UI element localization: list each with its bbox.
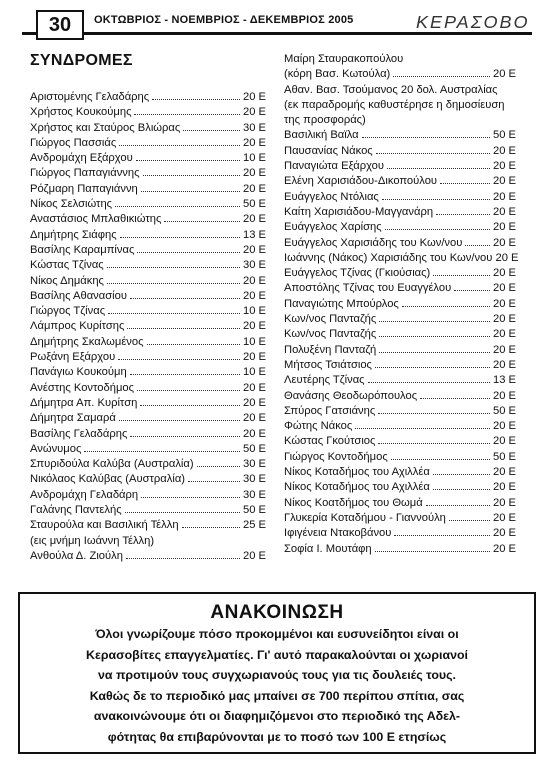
dot-leader [140, 396, 240, 406]
subscription-amount: 20 Ε [492, 466, 516, 479]
list-item [30, 90, 266, 105]
subscription-amount: 20 Ε [242, 274, 266, 287]
subscriber-name: Δήμητρα Σαμαρά [30, 412, 116, 425]
dot-leader [118, 350, 240, 360]
list-item [30, 457, 266, 472]
list-item [284, 67, 516, 82]
announcement-line: Κερασοβίτες επαγγελματίες. Γι' αυτό παρακαλούνται οι χωριανοί [86, 647, 468, 662]
subscription-amount: 20 Ε [492, 435, 516, 448]
subscriber-name: Φώτης Νάκος [284, 420, 353, 433]
subscription-amount: 20 Ε [492, 190, 516, 203]
subscriber-name: Αριστομένης Γελαδάρης [30, 91, 150, 103]
list-note: (εκ παραδρομής καθυστέρησε η δημοσίευση [284, 98, 505, 111]
list-item [30, 304, 266, 319]
dot-leader [197, 457, 240, 467]
announcement-line: φότητας θα επιβαρύνονται με το ποσό των 100 Ε ετησίως [107, 729, 447, 744]
list-item [284, 542, 516, 557]
subscriber-name: Αποστόλης Τζίνας του Ευαγγέλου [284, 282, 452, 295]
dot-leader [107, 274, 240, 284]
dot-leader [127, 319, 240, 329]
subscription-amount: 20 Ε [492, 205, 516, 218]
subscription-amount: 13 Ε [492, 374, 516, 387]
list-item [284, 312, 516, 327]
dot-leader [379, 327, 490, 337]
list-item [284, 465, 516, 480]
dot-leader [368, 373, 490, 383]
dot-leader [130, 365, 240, 375]
subscriber-name: Δημήτρης Σιάφης [30, 228, 117, 241]
list-item [30, 166, 266, 181]
subscription-list-right [284, 52, 519, 557]
subscription-amount: 30 Ε [242, 259, 266, 272]
subscriber-name: Σπύρος Γατσιάνης [284, 404, 376, 417]
subscription-amount: 50 Ε [492, 129, 516, 142]
subscriber-name: Σοφία Ι. Μουτάφη [284, 542, 372, 555]
subscriber-name: Νίκος Κοατδήμος του Θωμά [284, 496, 423, 509]
subscriber-name: Νικόλαος Καλύβας (Αυστραλία) [30, 473, 186, 486]
subscriber-name: Γαλάνης Παντελής [30, 504, 122, 517]
list-item [30, 396, 266, 411]
subscriber-name: Ανθούλα Δ. Ζιούλη [30, 549, 123, 562]
list-item [284, 480, 516, 495]
list-item [30, 243, 266, 258]
list-item [30, 289, 266, 304]
subscription-amount: 20 Ε [242, 167, 266, 180]
dot-leader [126, 549, 240, 559]
list-item [30, 503, 266, 518]
subscriber-name: Κων/νος Πανταζής [284, 313, 377, 326]
dot-leader [120, 228, 240, 238]
dot-leader [147, 335, 240, 345]
list-note: της προσφοράς) [284, 114, 366, 127]
list-item [284, 128, 516, 143]
subscriber-name: Βασίλης Γελαδάρης [30, 427, 128, 440]
dot-leader [426, 496, 490, 506]
subscription-amount: 20 Ε [492, 221, 516, 234]
subscription-amount: 20 Ε [242, 106, 266, 119]
list-item [30, 136, 266, 151]
dot-leader [355, 419, 490, 429]
dot-leader [385, 220, 490, 230]
subscription-amount: 20 Ε [242, 351, 266, 364]
dot-leader [137, 243, 240, 253]
subscription-amount: 20 Ε [242, 381, 266, 394]
subscriber-name: Ελένη Χαρισιάδου-Δικοπούλου [284, 175, 438, 188]
list-item [284, 496, 516, 511]
subscriber-name: Ευάγγελος Τζίνας (Γκιούσιας) [284, 267, 431, 280]
dot-leader [143, 166, 240, 176]
subscriber-name: Ευάγγελος Χαρισιάδης του Κων/νου [284, 236, 463, 249]
dot-leader [362, 128, 490, 138]
dot-leader [433, 465, 490, 475]
list-item [284, 266, 516, 281]
list-item [30, 274, 266, 289]
dot-leader [379, 343, 490, 353]
list-item [284, 174, 516, 189]
dot-leader [375, 542, 490, 552]
announcement-title: ΑΝΑΚΟΙΝΩΣΗ [210, 602, 344, 623]
dot-leader [433, 480, 490, 490]
list-item [30, 488, 266, 503]
subscriber-name: Αναστάσιος Μπλαθικιώτης [30, 213, 162, 226]
list-item [284, 327, 516, 342]
announcement-box [18, 592, 536, 754]
subscription-amount: 10 Ε [242, 152, 266, 165]
subscription-amount: 10 Ε [242, 366, 266, 379]
subscription-amount: 25 Ε [242, 519, 266, 532]
list-note: Μαίρη Σταυρακοπούλου [284, 53, 404, 65]
subscriber-name: Ανδρομάχη Εξάρχου [30, 152, 133, 165]
list-item [30, 197, 266, 212]
subscriber-name: Νίκος Κοταδήμος του Αχιλλέα [284, 466, 430, 479]
dot-leader [141, 488, 240, 498]
subscriber-name: Δήμητρα Απ. Κυρίτση [30, 396, 138, 409]
subscription-list-left [30, 90, 266, 564]
subscriber-name: Βασίλης Καραμπίνας [30, 243, 135, 256]
subscription-amount: 20 Ε [492, 282, 516, 295]
dot-leader [130, 427, 240, 437]
list-item [30, 105, 266, 120]
section-title: ΣΥΝΔΡΟΜΕΣ [30, 52, 133, 69]
list-item [30, 549, 266, 564]
dot-leader [436, 205, 490, 215]
subscription-amount: 20 Ε [242, 289, 266, 302]
subscription-amount: 20 Ε [242, 136, 266, 149]
list-item [30, 335, 266, 350]
subscription-amount: 30 Ε [242, 473, 266, 486]
list-item [284, 450, 516, 465]
dot-leader [137, 381, 240, 391]
dot-leader [376, 144, 490, 154]
dot-leader [394, 526, 490, 536]
subscriber-name: Σταυρούλα και Βασιλική Τέλλη [30, 519, 179, 532]
dot-leader [119, 136, 240, 146]
list-item [30, 151, 266, 166]
subscription-amount: 20 Ε [492, 267, 516, 280]
dot-leader [440, 174, 490, 184]
list-item [284, 205, 516, 220]
dot-leader [378, 404, 490, 414]
dot-leader [454, 281, 490, 291]
list-item [284, 144, 516, 159]
list-item [30, 411, 266, 426]
subscription-amount: 50 Ε [492, 450, 516, 463]
subscription-amount: 20 Ε [492, 496, 516, 509]
subscriber-name: Ρόζμαρη Παπαγιάννη [30, 182, 138, 195]
list-item [30, 228, 266, 243]
dot-leader [141, 182, 240, 192]
subscriber-name: Κώστας Γκούτσιος [284, 435, 376, 448]
announcement-line: Όλοι γνωρίζουμε πόσο προκομμένοι και ευσυνείδητοι είναι οι [95, 627, 459, 641]
subscription-amount: 20 Ε [492, 343, 516, 356]
list-item [30, 427, 266, 442]
dot-leader [379, 312, 490, 322]
subscriber-name: Θανάσης Θεοδωρόπουλος [284, 389, 418, 402]
right-column [284, 52, 519, 557]
subscriber-name: Λευτέρης Τζίνας [284, 374, 365, 387]
list-item [284, 281, 516, 296]
subscription-amount: 20 Ε [242, 549, 266, 562]
dot-leader [433, 266, 490, 276]
page-number: 30 [36, 10, 84, 40]
list-item [284, 220, 516, 235]
subscription-amount: 10 Ε [242, 305, 266, 318]
subscription-amount: 20 Ε [492, 144, 516, 157]
subscriber-name: Κώστας Τζίνας [30, 259, 104, 272]
dot-leader [182, 518, 240, 528]
subscriber-name: Πανάγιω Κουκούμη [30, 366, 127, 379]
list-item [30, 442, 266, 457]
list-item [30, 365, 266, 380]
announcement-line: Καθώς δε το περιοδικό μας μπαίνει σε 700 περίπου σπίτια, σας [89, 688, 465, 703]
subscription-amount: 10 Ε [242, 335, 266, 348]
subscriber-name: Ευάγγελος Χαρίσης [284, 221, 382, 234]
subscriber-name: Ιφιγένεια Ντακοβάνου [284, 527, 392, 540]
announcement-line: ανακοινώνουμε ότι οι διαφημιζόμενοι στο περιοδικό της Αδελ- [93, 709, 461, 723]
dot-leader [420, 389, 490, 399]
subscription-amount: 50 Ε [242, 198, 266, 211]
list-item [284, 343, 516, 358]
dot-leader [393, 67, 490, 77]
issue-date: ΟΚΤΩΒΡΙΟΣ - ΝΟΕΜΒΡΙΟΣ - ΔΕΚΕΜΒΡΙΟΣ 2005 [94, 14, 354, 26]
subscriber-name: (κόρη Βασ. Κωτούλα) [284, 68, 391, 81]
dot-leader [402, 297, 490, 307]
list-item [284, 526, 516, 541]
page-header [22, 8, 532, 38]
subscription-amount: 20 Ε [492, 389, 516, 402]
subscription-amount: 20 Ε [492, 68, 516, 81]
list-item [284, 511, 516, 526]
list-item [30, 258, 266, 273]
list-item [284, 236, 516, 251]
subscriber-name: Χρήστος Κουκούμης [30, 106, 132, 119]
dot-leader [188, 472, 240, 482]
dot-leader [465, 236, 490, 246]
dot-leader [119, 411, 240, 421]
list-item [30, 182, 266, 197]
subscription-amount: 20 Ε [492, 313, 516, 326]
subscriber-name: Χρήστος και Σταύρος Βλιώρας [30, 121, 181, 134]
subscriber-name: Γιώργος Παπαγιάννης [30, 167, 140, 180]
list-item [284, 389, 516, 404]
dot-leader [136, 151, 240, 161]
dot-leader [134, 105, 240, 115]
dot-leader [164, 212, 240, 222]
magazine-brand: ΚΕΡΑΣΟΒΟ [416, 12, 530, 32]
subscription-amount: 30 Ε [242, 121, 266, 134]
list-item [284, 373, 516, 388]
subscription-amount: 20 Ε [242, 396, 266, 409]
list-item [30, 518, 266, 533]
list-note: Αθαν. Βασ. Τσούμανος 20 δολ. Αυστραλίας [284, 83, 498, 96]
subscriber-name: Βασιλική Βαϊλα [284, 129, 359, 142]
list-item [284, 419, 516, 434]
list-item [284, 159, 516, 174]
subscription-amount: 20 Ε [242, 91, 266, 103]
list-item [30, 212, 266, 227]
dot-leader [107, 258, 240, 268]
subscriber-name: Ρωξάνη Εξάρχου [30, 351, 116, 364]
subscription-amount: 20 Ε [242, 320, 266, 333]
announcement-line: να προτιμούν τους συγχωριανούς τους για τις δουλειές τους. [98, 668, 456, 682]
subscriber-name: Κων/νος Πανταζής [284, 328, 377, 341]
dot-leader [449, 511, 490, 521]
dot-leader [387, 159, 490, 169]
dot-leader [391, 450, 490, 460]
subscription-amount: 20 Ε [492, 420, 516, 433]
dot-leader [378, 434, 490, 444]
subscription-amount: 20 Ε [242, 427, 266, 440]
dot-leader [382, 190, 490, 200]
subscription-amount: 20 Ε [242, 182, 266, 195]
dot-leader [115, 197, 240, 207]
subscription-amount: 20 Ε [492, 527, 516, 540]
subscriber-name: Γιώργος Τζίνας [30, 305, 106, 318]
subscription-amount: 50 Ε [242, 504, 266, 517]
subscriber-name: Λάμπρος Κυρίτσης [30, 320, 125, 333]
subscription-amount: 20 Ε [242, 412, 266, 425]
subscriber-name: Δημήτρης Σκαλωμένος [30, 335, 144, 348]
subscription-amount: 20 Ε [492, 297, 516, 310]
list-item [30, 121, 266, 136]
subscriber-name: Νίκος Κοταδήμος του Αχιλλέα [284, 481, 430, 494]
subscriber-name: Μήτσος Τσιάτσιος [284, 358, 372, 371]
subscription-amount: 20 Ε [492, 175, 516, 188]
list-item [30, 381, 266, 396]
subscription-amount: 20 Ε [492, 328, 516, 341]
subscription-amount: 20 Ε [492, 481, 516, 494]
subscriber-name: Γιώργος Πασσιάς [30, 136, 117, 149]
subscription-amount: 13 Ε [242, 228, 266, 241]
subscription-amount: 20 Ε [492, 160, 516, 173]
subscriber-name: Βασίλης Αθανασίου [30, 289, 127, 302]
list-item [30, 319, 266, 334]
dot-leader [183, 121, 240, 131]
subscription-amount: 20 Ε [242, 213, 266, 226]
subscriber-name: Πολυξένη Πανταζή [284, 343, 377, 356]
list-item [284, 297, 516, 312]
subscription-amount: 20 Ε [492, 236, 516, 249]
subscriber-name: Νίκος Δημάκης [30, 274, 104, 287]
subscriber-name: Σπυριδούλα Καλύβα (Αυστραλία) [30, 458, 194, 471]
list-note: (εις μνήμη Ιωάννη Τέλλη) [30, 534, 155, 547]
subscription-amount: 50 Ε [242, 442, 266, 455]
list-item [30, 472, 266, 487]
left-column [30, 50, 266, 564]
dot-leader [130, 289, 240, 299]
subscriber-name: Παναγιώτα Εξάρχου [284, 160, 385, 173]
subscriber-name: Νίκος Σελσιώτης [30, 198, 113, 211]
announcement-body [20, 624, 534, 747]
subscriber-name: Γλυκερία Κοταδήμου - Γιαννούλη [284, 511, 446, 524]
subscriber-name: Παναγιώτης Μπούρλος [284, 297, 399, 310]
subscription-amount: 30 Ε [242, 458, 266, 471]
subscription-amount: 20 Ε [492, 511, 516, 524]
list-item [30, 350, 266, 365]
list-item [284, 190, 516, 205]
subscriber-name: Παυσανίας Νάκος [284, 144, 373, 157]
subscriber-name: Γιώργος Κοντοδήμος [284, 450, 388, 463]
subscriber-name: Ανώνυμος [30, 442, 82, 455]
list-item [284, 358, 516, 373]
subscription-amount: 30 Ε [242, 488, 266, 501]
subscription-amount: 20 Ε [492, 358, 516, 371]
subscriber-name: Ανέστης Κοντοδήμος [30, 381, 135, 394]
dot-leader [84, 442, 240, 452]
subscriber-name: Καίτη Χαρισιάδου-Μαγγανάρη [284, 205, 434, 218]
list-note: Ιωάννης (Νάκος) Χαρισιάδης του Κων/νου 20 Ε [284, 251, 519, 264]
list-item [284, 404, 516, 419]
subscription-amount: 20 Ε [242, 243, 266, 256]
dot-leader [375, 358, 490, 368]
subscriber-name: Ανδρομάχη Γελαδάρη [30, 488, 139, 501]
dot-leader [152, 90, 240, 100]
dot-leader [108, 304, 240, 314]
subscriber-name: Ευάγγελος Ντόλιας [284, 190, 379, 203]
list-item [284, 434, 516, 449]
dot-leader [125, 503, 240, 513]
subscription-amount: 50 Ε [492, 404, 516, 417]
subscription-amount: 20 Ε [492, 542, 516, 555]
